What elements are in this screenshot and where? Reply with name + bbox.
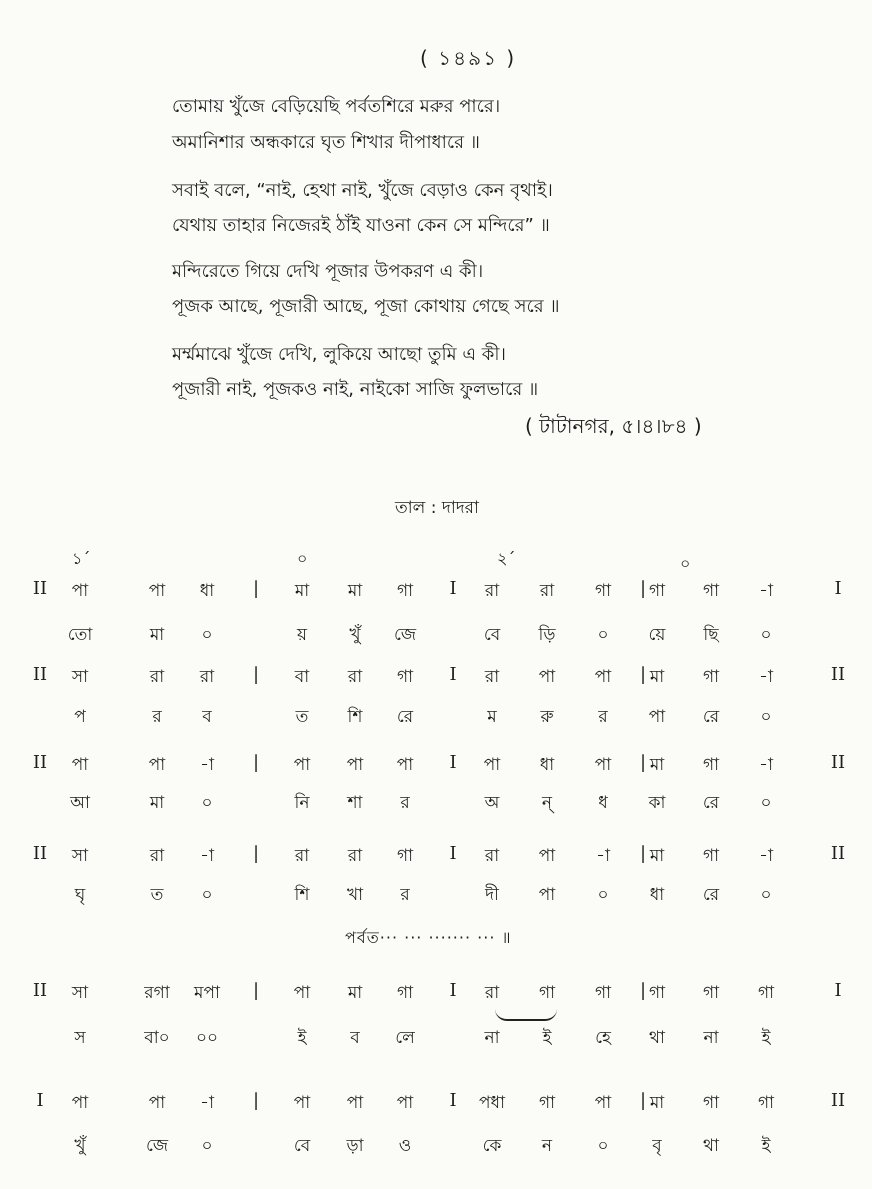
swara-note: রা [484,667,500,687]
lyric-syllable: লে [395,1028,415,1048]
swara-note: গা [396,983,414,1003]
swara-row [0,1090,872,1120]
lyric-syllable: য় [296,625,308,645]
lyric-syllable: বা০ [144,1028,170,1048]
swara-note: -া [596,846,610,866]
swara-note: পা [71,581,89,601]
lyric-syllable: কা [648,793,666,813]
swara-row [0,664,872,694]
lyric-row [0,622,872,652]
lyric-syllable: প [74,707,86,727]
swara-note: গা [396,667,414,687]
meend-arc [495,1009,557,1021]
swara-note: গা [538,983,556,1003]
bar-line-start: II [32,843,48,864]
lyric-syllable: স [74,1028,86,1048]
lyric-syllable: কে [482,1136,502,1156]
lyric-syllable: দী [485,885,499,905]
bar-line: I [449,578,457,599]
lyric-syllable: জে [145,1136,169,1156]
lyric-syllable: ০ [760,793,772,813]
swara-note: -া [759,581,773,601]
lyric-syllable: র [400,885,410,905]
lyric-syllable: খা [346,885,364,905]
swara-row [0,843,872,873]
lyric-syllable: ০ [597,885,609,905]
swara-note: পা [346,755,364,775]
swara-note: রা [199,667,215,687]
swara-note: মা [347,983,363,1003]
swara-note: সা [71,846,89,866]
lyric-syllable: ড়া [346,1136,364,1156]
lyric-syllable: রে [702,885,720,905]
swara-note: -া [759,755,773,775]
bar-line: | [639,1090,647,1111]
page-number: ( ১৪৯১ ) [420,46,517,70]
bar-line: I [449,752,457,773]
swara-note: ধা [199,581,215,601]
swara-note: পা [346,1093,364,1113]
lyric-syllable: ঘৃ [74,885,86,905]
swara-note: গা [538,1093,556,1113]
lyric-syllable: খুঁ [74,1136,86,1156]
tala-mark: ১´ [72,549,91,568]
swara-note: -া [200,1093,214,1113]
swara-note: রা [539,581,555,601]
lyric-syllable: য়ে [648,625,666,645]
swara-note: গা [396,846,414,866]
swara-note: গা [396,581,414,601]
bar-line: | [252,1090,260,1111]
bar-line: | [252,578,260,599]
swara-note: মা [649,1093,665,1113]
lyric-syllable: বৃ [652,1136,662,1156]
bar-line: | [252,843,260,864]
poem-line: মর্ম্মমাঝে খুঁজে দেখি, লুকিয়ে আছো তুমি এ কী। [172,344,506,365]
swara-note: মা [347,581,363,601]
lyric-syllable: ০ [597,625,609,645]
lyric-syllable: শা [347,793,363,813]
swara-row [0,980,872,1010]
swara-note: গা [702,581,720,601]
swara-note: পা [71,755,89,775]
lyric-syllable: হে [595,1028,611,1048]
lyric-syllable: ০ [760,885,772,905]
swara-note: গা [648,581,666,601]
swara-note: পা [483,755,501,775]
lyric-syllable: রে [702,793,720,813]
bar-line: | [639,843,647,864]
lyric-syllable: ও [398,1136,412,1156]
swara-note: রা [347,667,363,687]
lyric-syllable: রে [702,707,720,727]
swara-note: রা [484,983,500,1003]
lyric-syllable: না [484,1028,500,1048]
swara-note: গা [757,983,775,1003]
lyric-row [0,1025,872,1055]
bar-line: | [639,578,647,599]
swara-note: পধা [479,1093,505,1113]
lyric-syllable: থা [703,1136,719,1156]
lyric-syllable: ড়ি [538,625,556,645]
continuation-marker: পর্বত··· ··· ······· ··· ॥ [345,928,512,947]
lyric-syllable: ০ [201,1136,213,1156]
lyric-syllable: শি [347,707,363,727]
swara-note: মা [649,755,665,775]
poem-line: পূজারী নাই, পূজকও নাই, নাইকো সাজি ফুলভারে ॥ [172,379,539,400]
lyric-syllable: না [703,1028,719,1048]
swara-note: ধা [539,755,555,775]
swara-note: পা [594,667,612,687]
swara-row [0,578,872,608]
swara-note: পা [293,983,311,1003]
lyric-syllable: থা [649,1028,665,1048]
swara-row [0,752,872,782]
bar-line: I [449,980,457,1001]
poem-line: অমানিশার অন্ধকারে ঘৃত শিখার দীপাধারে ॥ [172,132,480,153]
swara-note: পা [594,755,612,775]
swara-note: গা [702,846,720,866]
bar-line: | [252,980,260,1001]
lyric-syllable: ন্ [541,793,553,813]
lyric-syllable: ম [487,707,497,727]
bar-line-end: II [830,1090,846,1111]
bar-line: I [449,664,457,685]
lyric-syllable: র [598,707,608,727]
tala-mark: ২´ [497,549,516,568]
swara-note: গা [648,983,666,1003]
bar-line-start: II [32,752,48,773]
swara-note: -া [200,846,214,866]
swara-note: পা [148,755,166,775]
lyric-syllable: র [400,793,410,813]
lyric-syllable: ই [761,1028,771,1048]
lyric-syllable: পা [538,885,556,905]
bar-line-end: I [834,578,842,599]
lyric-syllable: আ [70,793,90,813]
lyric-syllable: ই [761,1136,771,1156]
swara-note: -া [200,755,214,775]
lyric-syllable: ই [297,1028,307,1048]
bar-line-end: II [830,664,846,685]
lyric-syllable: ত [295,707,309,727]
lyric-syllable: ব [350,1028,360,1048]
swara-note: রগা [144,983,170,1003]
bar-line: | [639,664,647,685]
lyric-row [0,1133,872,1163]
lyric-syllable: ন [541,1136,553,1156]
lyric-syllable: ত [150,885,164,905]
lyric-syllable: ধ [598,793,608,813]
tala-mark: ০ [680,554,691,573]
swara-note: পা [293,755,311,775]
lyric-syllable: পা [648,707,666,727]
lyric-syllable: ছি [703,625,719,645]
poem-line: মন্দিরেতে গিয়ে দেখি পূজার উপকরণ এ কী। [172,261,484,282]
swara-note: মপা [194,983,220,1003]
swara-note: বা [294,667,310,687]
lyric-syllable: রে [396,707,414,727]
swara-note: রা [149,846,165,866]
poem-line: পূজক আছে, পূজারী আছে, পূজা কোথায় গেছে সরে ॥ [172,296,560,317]
lyric-syllable: ধা [649,885,665,905]
bar-line-start: II [32,980,48,1001]
lyric-syllable: নি [294,793,310,813]
bar-line-start: I [36,1090,44,1111]
bar-line-start: II [32,578,48,599]
swara-note: পা [396,755,414,775]
bar-line-start: II [32,664,48,685]
lyric-syllable: ব [202,707,212,727]
swara-note: -া [759,667,773,687]
swara-note: মা [649,667,665,687]
lyric-syllable: বে [483,625,501,645]
swara-note: পা [293,1093,311,1113]
lyric-row [0,704,872,734]
swara-note: পা [148,581,166,601]
swara-note: রা [347,846,363,866]
bar-line: | [252,752,260,773]
bar-line: | [252,664,260,685]
swara-note: পা [71,1093,89,1113]
swara-note: গা [594,581,612,601]
lyric-syllable: ০ [201,793,213,813]
bar-line: | [639,980,647,1001]
lyric-syllable: ০ [201,885,213,905]
poem-line: সবাই বলে, “নাই, হেথা নাই, খুঁজে বেড়াও কেন বৃথাই। [172,180,553,201]
signature: ( টাটানগর, ৫।৪।৮৪ ) [525,414,702,438]
bar-line-end: II [830,752,846,773]
swara-note: পা [148,1093,166,1113]
swara-note: রা [484,581,500,601]
bar-line-end: II [830,843,846,864]
swara-note: গা [702,1093,720,1113]
poem-line: তোমায় খুঁজে বেড়িয়েছি পর্বতশিরে মরুর পারে। [172,96,501,117]
poem-line: যেথায় তাহার নিজেরই ঠাঁই যাওনা কেন সে মন্দিরে” ॥ [172,215,550,236]
tala-mark: ০ [297,549,308,568]
swara-note: পা [538,846,556,866]
lyric-syllable: ০ [201,625,213,645]
lyric-syllable: ০ [597,1136,609,1156]
lyric-syllable: জে [393,625,417,645]
swara-note: গা [702,667,720,687]
lyric-syllable: শি [294,885,310,905]
swara-note: সা [71,983,89,1003]
lyric-syllable: তো [67,625,93,645]
lyric-syllable: ০ [760,707,772,727]
bar-line-end: I [834,980,842,1001]
swara-note: -া [759,846,773,866]
lyric-syllable: মা [149,793,165,813]
swara-note: সা [71,667,89,687]
lyric-syllable: মা [149,625,165,645]
swara-note: গা [757,1093,775,1113]
bar-line: | [639,752,647,773]
lyric-syllable: অ [484,793,500,813]
swara-note: মা [649,846,665,866]
lyric-syllable: ০ [760,625,772,645]
lyric-syllable: ০০ [195,1028,219,1048]
swara-note: মা [294,581,310,601]
swara-note: রা [294,846,310,866]
swara-note: গা [594,983,612,1003]
bar-line: I [449,843,457,864]
lyric-row [0,790,872,820]
swara-note: রা [149,667,165,687]
lyric-syllable: রু [540,707,554,727]
swara-note: রা [484,846,500,866]
bar-line: I [449,1090,457,1111]
swara-note: পা [538,667,556,687]
lyric-syllable: বে [293,1136,311,1156]
lyric-syllable: র [152,707,162,727]
lyric-syllable: ই [542,1028,552,1048]
lyric-row [0,882,872,912]
swara-note: পা [396,1093,414,1113]
swara-note: গা [702,983,720,1003]
swara-note: পা [594,1093,612,1113]
swara-note: গা [702,755,720,775]
tala-heading: তাল : দাদরা [395,498,479,518]
lyric-syllable: খুঁ [349,625,361,645]
